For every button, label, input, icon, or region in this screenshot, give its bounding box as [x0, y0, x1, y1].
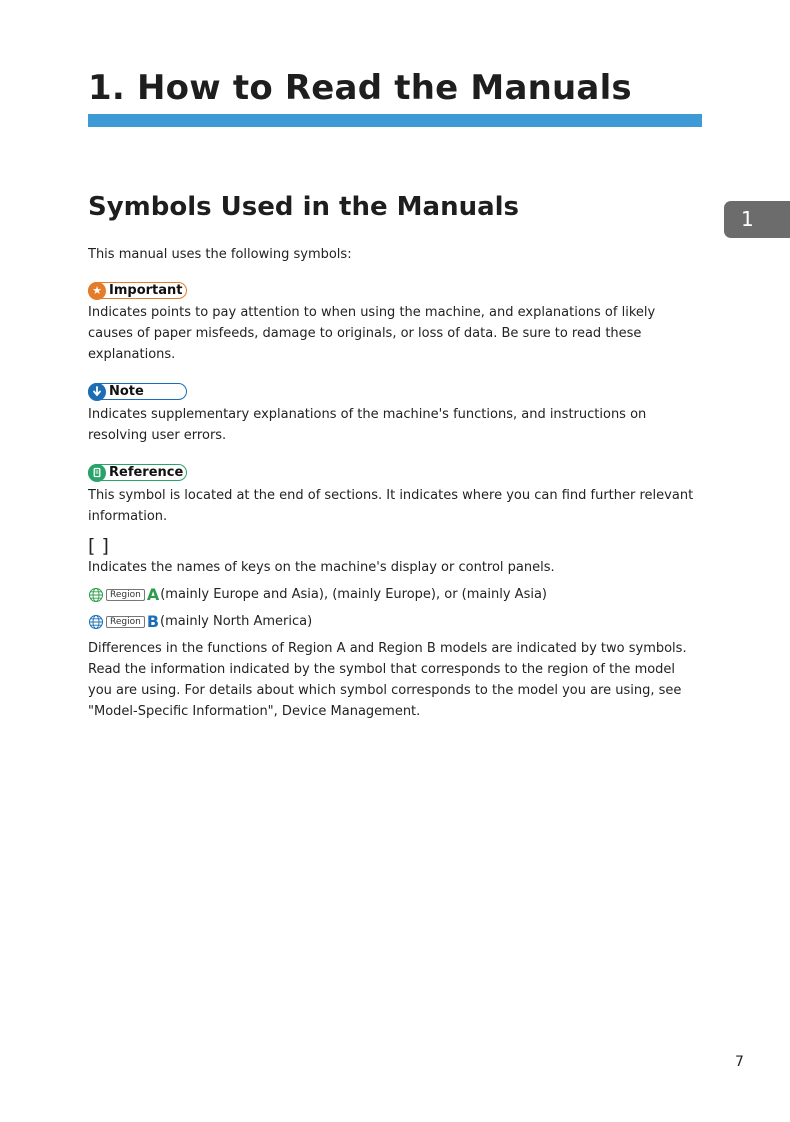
note-description: Indicates supplementary explanations of the machine's functions, and instructions on resolving user errors.: [88, 407, 647, 443]
page-number: 7: [735, 1054, 744, 1070]
important-label: Important: [109, 283, 183, 298]
region-description: Differences in the functions of Region A and Region B models are indicated by two symbols. Read the information indicated by the symbol that corresponds to the region of the model you are using. For details about which symbol corresponds to the model you are using, see "Model-Specific Information", Device Management.: [88, 641, 687, 719]
down-arrow-icon: [88, 383, 106, 401]
globe-icon: [88, 587, 104, 603]
brackets-block: [88, 535, 700, 578]
section-title: Symbols Used in the Manuals: [88, 192, 520, 222]
region-b-letter: B: [146, 612, 160, 631]
globe-icon: [88, 614, 104, 630]
brackets-description: Indicates the names of keys on the machine's display or control panels.: [88, 560, 555, 575]
reference-badge: [88, 464, 187, 481]
region-a-row: [88, 584, 700, 605]
star-icon: ★: [88, 282, 106, 300]
brackets-symbol: [ ]: [88, 535, 109, 557]
chapter-title: 1. How to Read the Manuals: [88, 68, 632, 108]
note-label: Note: [109, 384, 144, 399]
region-a-tag: Region: [106, 589, 145, 601]
intro-text: This manual uses the following symbols:: [88, 247, 352, 262]
region-b-tag: Region: [106, 616, 145, 628]
chapter-tab[interactable]: 1: [724, 201, 790, 238]
region-a-letter: A: [146, 585, 160, 604]
region-a-text: (mainly Europe and Asia), (mainly Europe), or (mainly Asia): [160, 587, 547, 602]
reference-label: Reference: [109, 465, 184, 480]
region-b-row: [88, 611, 700, 632]
reference-block: [88, 464, 700, 527]
manual-content: [88, 244, 700, 722]
title-underline-bar: [88, 114, 702, 127]
book-icon: [88, 464, 106, 482]
note-block: [88, 383, 700, 446]
important-block: [88, 280, 700, 365]
note-badge: [88, 383, 187, 400]
important-badge: [88, 282, 187, 299]
important-description: Indicates points to pay attention to when using the machine, and explanations of likely causes of paper misfeeds, damage to originals, or loss of data. Be sure to read these explanations.: [88, 305, 656, 362]
reference-description: This symbol is located at the end of sections. It indicates where you can find further relevant information.: [88, 488, 694, 524]
region-b-text: (mainly North America): [160, 614, 313, 629]
